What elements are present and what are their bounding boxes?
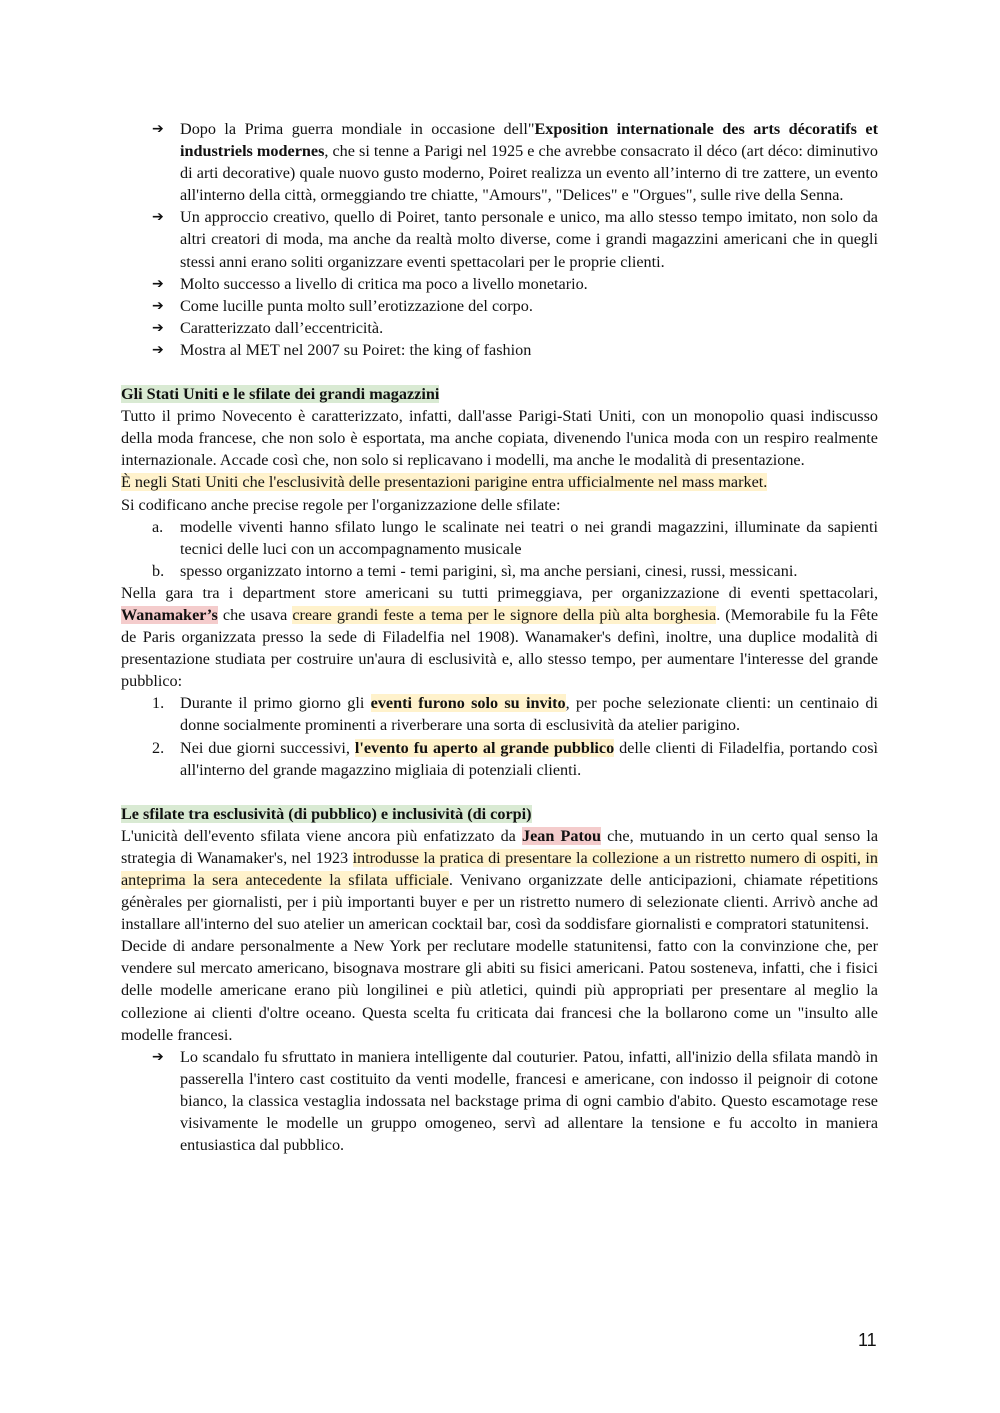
highlighted-phrase: creare grandi feste a tema per le signore della più alta borghesia bbox=[292, 605, 717, 624]
list-number: 2. bbox=[152, 738, 165, 757]
text-run: Come lucille punta molto sull’erotizzazione del corpo. bbox=[180, 296, 533, 315]
day-item bbox=[121, 692, 878, 736]
bullet-item bbox=[121, 273, 878, 295]
arrow-bullet-icon: ➔ bbox=[152, 319, 164, 336]
section-heading-stati-uniti bbox=[121, 383, 878, 405]
bold-phrase: Exposition internationale des arts décoratifs et industriels modernes bbox=[180, 120, 878, 161]
highlighted-statement bbox=[121, 471, 878, 493]
text-run: Caratterizzato dall’eccentricità. bbox=[180, 318, 384, 337]
bullet-item bbox=[121, 1046, 878, 1156]
text-run: Un approccio creativo, quello di Poiret, tanto personale e unico, ma allo stesso tempo imitato, non solo da altri creatori di moda, ma anche da realtà molto diverse, come i grandi magazzini americani che in quegli stessi anni erano soliti organizzare eventi spettacolari per le proprie clienti. bbox=[180, 208, 878, 271]
highlighted-phrase: l'evento fu aperto al grande pubblico bbox=[354, 738, 615, 757]
text-run: Molto successo a livello di critica ma poco a livello monetario. bbox=[180, 274, 588, 293]
bullet-item bbox=[121, 118, 878, 206]
text-run: . Venivano organizzate delle anticipazioni, chiamate répetitions génèrales per giornalisti, per i più importanti buyer e per un ristretto numero di selezionate clienti. Arrivò anche ad installare all'interno del suo atelier un american cocktail bar, così da soddisfare giornalisti e compratori statunitensi. bbox=[121, 871, 878, 934]
arrow-bullet-icon: ➔ bbox=[152, 275, 164, 292]
text-run: delle clienti di Filadelfia, portando così all'interno del grande magazzino migliaia di potenziali clienti. bbox=[180, 738, 879, 779]
list-item-text: modelle viventi hanno sfilato lungo le scalinate nei teatri o nei grandi magazzini, illuminate da sapienti tecnici delle luci con un accompagnamento musicale bbox=[180, 517, 878, 558]
page-number: 11 bbox=[858, 1330, 877, 1350]
text-run: L'unicità dell'evento sfilata viene ancora più enfatizzato da bbox=[121, 826, 522, 845]
arrow-bullet-icon: ➔ bbox=[152, 121, 164, 137]
paragraph-asse-parigi: Tutto il primo Novecento è caratterizzato, infatti, dall'asse Parigi-Stati Uniti, con un monopolio quasi indiscusso della moda francese, che non solo è esportata, ma anche copiata, divenendo l'unica moda con un respiro realmente internazionale. Accade così che, non solo si replicavano i modelli, ma anche le modalità di presentazione. bbox=[121, 407, 878, 470]
arrow-bullet-icon: ➔ bbox=[152, 297, 164, 314]
arrow-bullet-icon: ➔ bbox=[152, 209, 164, 226]
bullet-item bbox=[121, 317, 878, 339]
paragraph-regole: Si codificano anche precise regole per l'organizzazione delle sfilate: bbox=[121, 495, 561, 514]
arrow-bullet-icon: ➔ bbox=[152, 341, 164, 358]
list-item-text: Lo scandalo fu sfruttato in maniera intelligente dal couturier. Patou, infatti, all'inizio della sfilata mandò in passerella l'intero cast costituito da venti modelle, francesi e americane, con indosso il peignoir di cotone bianco, la classica vestaglia indossata nel backstage prima di ogni cambio d'abito. Questo escamotage rese visivamente le modelle un gruppo omogeneo, servì ad allentare la tensione e fu accolto in maniera entusiastica dal pubblico. bbox=[180, 1047, 878, 1155]
section-heading-text: Gli Stati Uniti e le sfilate dei grandi magazzini bbox=[121, 385, 440, 404]
rule-item bbox=[121, 560, 878, 582]
arrow-bullet-icon: ➔ bbox=[152, 1048, 164, 1065]
highlight-text: È negli Stati Uniti che l'esclusività delle presentazioni parigine entra ufficialmente nel mass market. bbox=[121, 473, 768, 492]
bullet-item bbox=[121, 206, 878, 272]
text-run: Dopo la Prima guerra mondiale in occasione dell" bbox=[180, 120, 535, 138]
closing-bullet-list bbox=[121, 1046, 878, 1156]
paragraph-wanamakers bbox=[121, 582, 878, 692]
rules-list bbox=[121, 516, 878, 582]
page-content bbox=[121, 118, 878, 1156]
text-run: Durante il primo giorno gli bbox=[180, 694, 371, 713]
intro-bullet-list bbox=[121, 118, 878, 361]
highlighted-name: Wanamaker’s bbox=[121, 605, 218, 624]
text-run: Mostra al MET nel 2007 su Poiret: the king of fashion bbox=[180, 340, 532, 359]
text-run: . (Memorabile fu la Fête de Paris organizzata presso la sede di Filadelfia nel 1908). Wanamaker's definì, inoltre, una duplice modalità di presentazione studiata per costruire un'aura di esclusività e, allo stesso tempo, per aumentare l'interesse del grande pubblico: bbox=[121, 605, 878, 691]
rule-item bbox=[121, 516, 878, 560]
section-heading-text: Le sfilate tra esclusività (di pubblico) e inclusività (di corpi) bbox=[121, 804, 532, 823]
highlighted-name: Jean Patou bbox=[522, 826, 601, 845]
list-number: b. bbox=[152, 561, 165, 580]
text-run: che, mutuando in un certo qual senso la strategia di Wanamaker's, nel 1923 bbox=[121, 826, 879, 867]
text-run: , che si tenne a Parigi nel 1925 e che avrebbe consacrato il déco (art déco: diminutivo di arti decorative) quale nuovo gusto moderno, Poiret realizza un evento all’interno di tre zattere, un evento all'interno della città, ormeggiando tre chiatte, "Amours", "Delices" e "Orgues", sulle rive della Senna. bbox=[180, 142, 878, 205]
paragraph-jean-patou bbox=[121, 825, 878, 935]
list-item-text: spesso organizzato intorno a temi - temi parigini, sì, ma anche persiani, cinesi, russi, messicani. bbox=[180, 561, 798, 580]
list-number: a. bbox=[152, 517, 164, 536]
paragraph-new-york: Decide di andare personalmente a New York per reclutare modelle statunitensi, fatto con la convinzione che, per vendere sul mercato americano, bisognava mostrare gli abiti su fisici americani. Patou sosteneva, infatti, che i fisici delle modelle americane erano più longilinei e più atletici, quindi più appropriati per presentare al meglio la collezione ai clienti d'oltre oceano. Questa scelta fu criticata dai francesi che la bollarono come un "insulto alle modelle francesi. bbox=[121, 937, 878, 1044]
bullet-item bbox=[121, 295, 878, 317]
list-number: 1. bbox=[152, 694, 165, 713]
highlighted-phrase: introdusse la pratica di presentare la collezione a un ristretto numero di ospiti, in anteprima la sera antecedente la sfilata ufficiale bbox=[121, 848, 878, 889]
days-list bbox=[121, 692, 878, 780]
text-run: che usava bbox=[217, 605, 293, 624]
section-heading-sfilate bbox=[121, 803, 878, 825]
text-run: Nei due giorni successivi, bbox=[180, 738, 355, 757]
bullet-item bbox=[121, 339, 878, 361]
text-run: , per poche selezionate clienti: un centinaio di donne socialmente prominenti a riverberare una sorta di esclusività da atelier parigino. bbox=[180, 694, 878, 735]
highlighted-phrase: eventi furono solo su invito bbox=[370, 694, 566, 713]
day-item bbox=[121, 737, 878, 781]
text-run: Nella gara tra i department store americani su tutti primeggiava, per organizzazione di eventi spettacolari, bbox=[121, 583, 878, 602]
